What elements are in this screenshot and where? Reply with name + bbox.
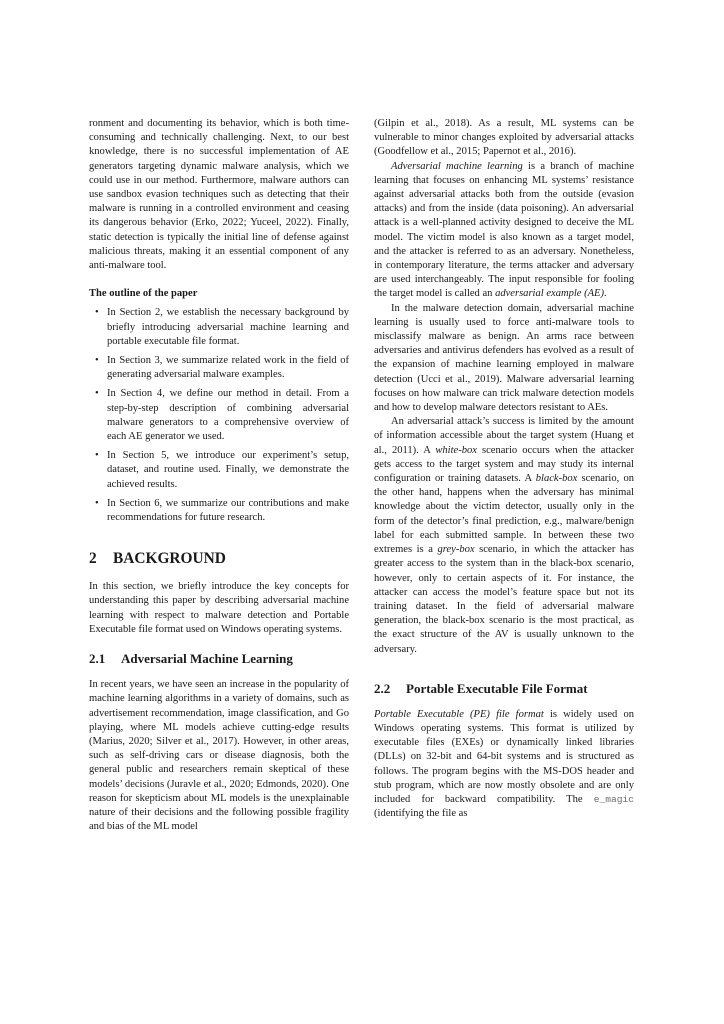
- bullet-icon: •: [95, 497, 99, 509]
- outline-item: • In Section 4, we define our method in detail. From a step-by-step description of combining adversarial malware generators to a comprehensive overview of each AE generator we used.: [95, 388, 349, 443]
- pe-paragraph: Portable Executable (PE) file format is widely used on Windows operating systems. This format is utilized by executable files (EXEs) or dynamically linked libraries (DLLs) on 32-bit and 64-bit systems and is structured as follows. The program begins with the MS-DOS header and stub program, which are now mostly obsolete and are only included for backward compatibility. The e_magic (identifying the file as: [374, 708, 634, 820]
- outline-item: • In Section 2, we establish the necessary background by briefly introducing adversarial machine learning and portable executable file format.: [95, 307, 349, 347]
- aml-paragraph: In recent years, we have seen an increase in the popularity of machine learning algorithms in a variety of domains, such as advertisement recommendation, image classification, and Go playing, where ML models achieve cutting-edge results (Marius, 2020; Silver et al., 2017). However, in other areas, such as self-driving cars or disease diagnosis, both the general public and researchers remain skeptical of these models’ decisions (Juravle et al., 2020; Edmonds, 2020). One reason for skepticism about ML models is the unexplainable nature of their decisions and the following possible fragility and bias of the ML model: [89, 679, 349, 833]
- outline-heading: The outline of the paper: [89, 288, 198, 300]
- subsection-heading-pe: 2.2 Portable Executable File Format: [374, 680, 588, 696]
- bullet-icon: •: [95, 307, 99, 319]
- outline-list: [89, 306, 349, 525]
- right-column: [374, 117, 634, 821]
- intro-paragraph: ronment and documenting its behavior, which is both time-consuming and technically challenging. Next, to our best knowledge, there is no successful implementation of AE generators targeting dynamic malware analysis, which we could use in our method. Furthermore, malware authors can use sandbox evasion techniques such as detecting that their malware is running in a controlled environment and ceasing its dangerous behavior (Erko, 2022; Yuceel, 2022). Finally, static detection is typically the initial line of defense against malicious threats, making it an essential component of any anti-malware tool.: [89, 118, 349, 272]
- bullet-icon: •: [95, 450, 99, 462]
- outline-item: • In Section 3, we summarize related work in the field of generating adversarial malware examples.: [95, 355, 349, 381]
- background-paragraph: In this section, we briefly introduce the key concepts for understanding this paper by describing adversarial machine learning with respect to malware detection and Portable Executable file format used on Windows operating systems.: [89, 581, 349, 635]
- code-snippet: e_magic: [593, 793, 634, 805]
- attack-scenarios-paragraph: An adversarial attack’s success is limited by the amount of information accessible about the target system (Huang et al., 2011). A white-box scenario occurs when the attacker gets access to the target system and may study its internal configuration or training datasets. A black-box scenario, on the other hand, happens when the adversary has minimal knowledge about the victim detector, usually only in the form of the detector’s final prediction, e.g., malware/benign label for each submitted sample. In between these two extremes is a grey-box scenario, in which the attacker has greater access to the system than in the black-box scenario, however, only to certain aspects of it. For instance, the attacker can access the model’s feature space but not its training dataset. In the field of adversarial malware generation, the black-box scenario is the most practical, as the exact structure of the AV is usually unknown to the adversary.: [374, 416, 634, 655]
- paragraph-continued: (Gilpin et al., 2018). As a result, ML systems can be vulnerable to minor changes exploited by adversarial attacks (Goodfellow et al., 2015; Papernot et al., 2016).: [374, 118, 634, 158]
- bullet-icon: •: [95, 355, 99, 367]
- outline-item: • In Section 6, we summarize our contributions and make recommendations for future research.: [95, 497, 349, 524]
- aml-definition-paragraph: Adversarial machine learning is a branch of machine learning that focuses on enhancing ML systems’ resistance against adversarial attacks both from the outside (evasion attacks) and from the inside (data poisoning). An adversarial attack is a well-planned activity designed to deceive the ML model. The victim model is also known as a target model, and the attacker is referred to as an adversary. Nonetheless, in contemporary literature, the terms attacker and adversary are used interchangeably. The input responsible for fooling the target model is called an adversarial example (AE).: [374, 160, 635, 300]
- section-heading-background: 2 BACKGROUND: [89, 550, 226, 568]
- left-column: [89, 117, 349, 834]
- bullet-icon: •: [95, 388, 99, 400]
- subsection-heading-aml: 2.1 Adversarial Machine Learning: [89, 651, 293, 667]
- outline-item: • In Section 5, we introduce our experiment’s setup, dataset, and routine used. Finally, we demonstrate the achieved results.: [95, 450, 349, 490]
- malware-domain-paragraph: In the malware detection domain, adversarial machine learning is usually used to force anti-malware tools to misclassify malware as benign. An arms race between adversaries and antivirus defenders has evolved as a result of the expansion of machine learning employed in malware detection (Ucci et al., 2019). Malware adversarial learning focuses on how malware can trick malware detection models and how to develop malware detectors resistant to AEs.: [374, 302, 634, 414]
